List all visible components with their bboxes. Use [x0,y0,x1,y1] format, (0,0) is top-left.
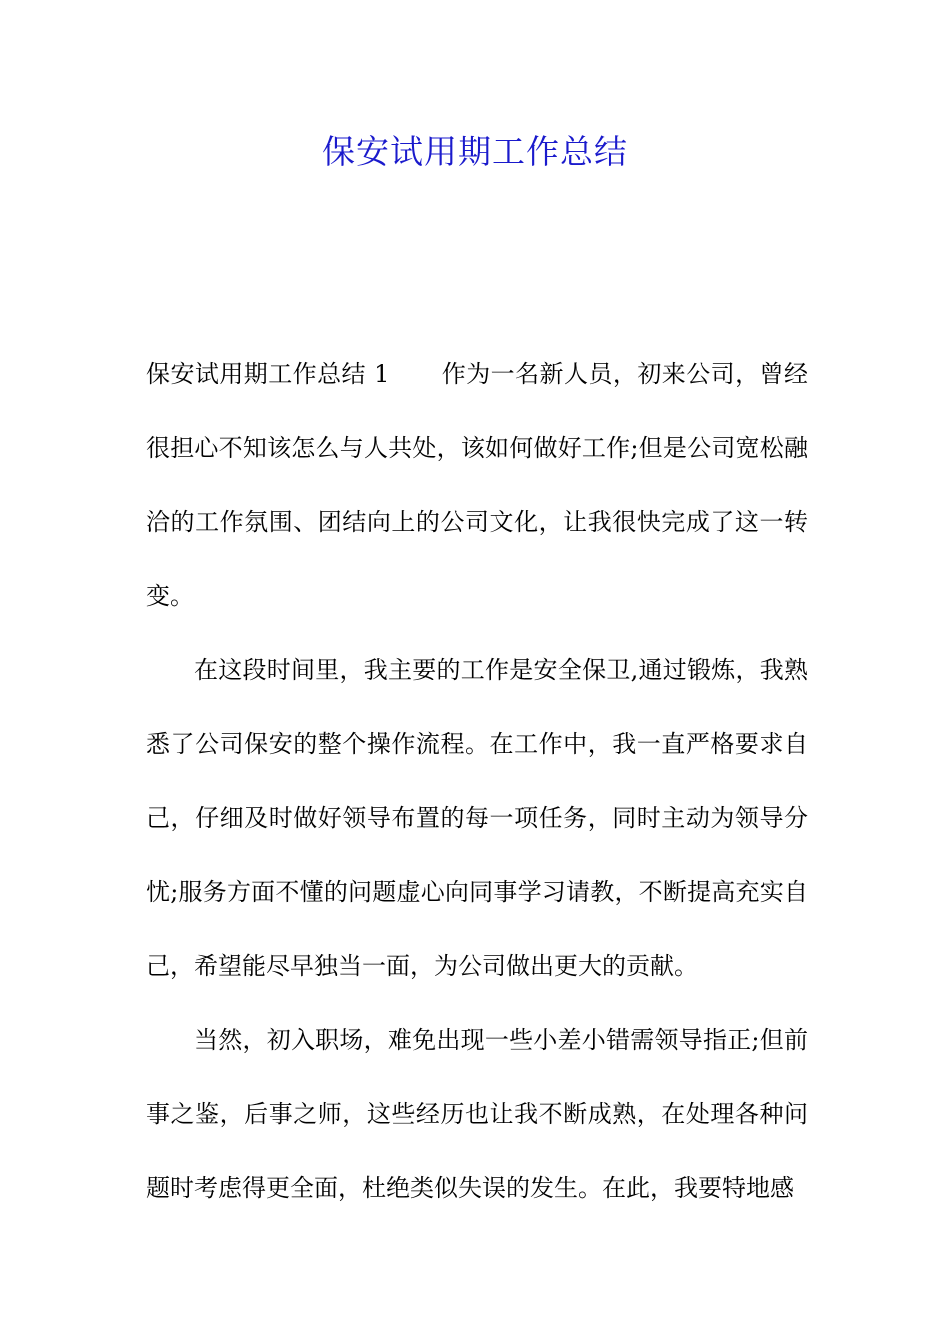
paragraph-1 [146,337,808,633]
paragraph-1-text: 作为一名新人员，初来公司，曾经很担心不知该怎么与人共处，该如何做好工作;但是公司宽松融洽的工作氛围、团结向上的公司文化，让我很快完成了这一转变。 [146,360,808,610]
document-body [146,337,808,1225]
document-title: 保安试用期工作总结 [322,132,628,171]
paragraph-2: 在这段时间里，我主要的工作是安全保卫,通过锻炼，我熟悉了公司保安的整个操作流程。在工作中，我一直严格要求自己，仔细及时做好领导布置的每一项任务，同时主动为领导分忧;服务方面不懂的问题虚心向同事学习请教，不断提高充实自己，希望能尽早独当一面，为公司做出更大的贡献。 [146,656,808,980]
paragraph-3: 当然，初入职场，难免出现一些小差小错需领导指正;但前事之鉴，后事之师，这些经历也让我不断成熟，在处理各种问题时考虑得更全面，杜绝类似失误的发生。在此，我要特地感 [146,1026,808,1202]
section-heading: 保安试用期工作总结 1 [146,360,390,388]
